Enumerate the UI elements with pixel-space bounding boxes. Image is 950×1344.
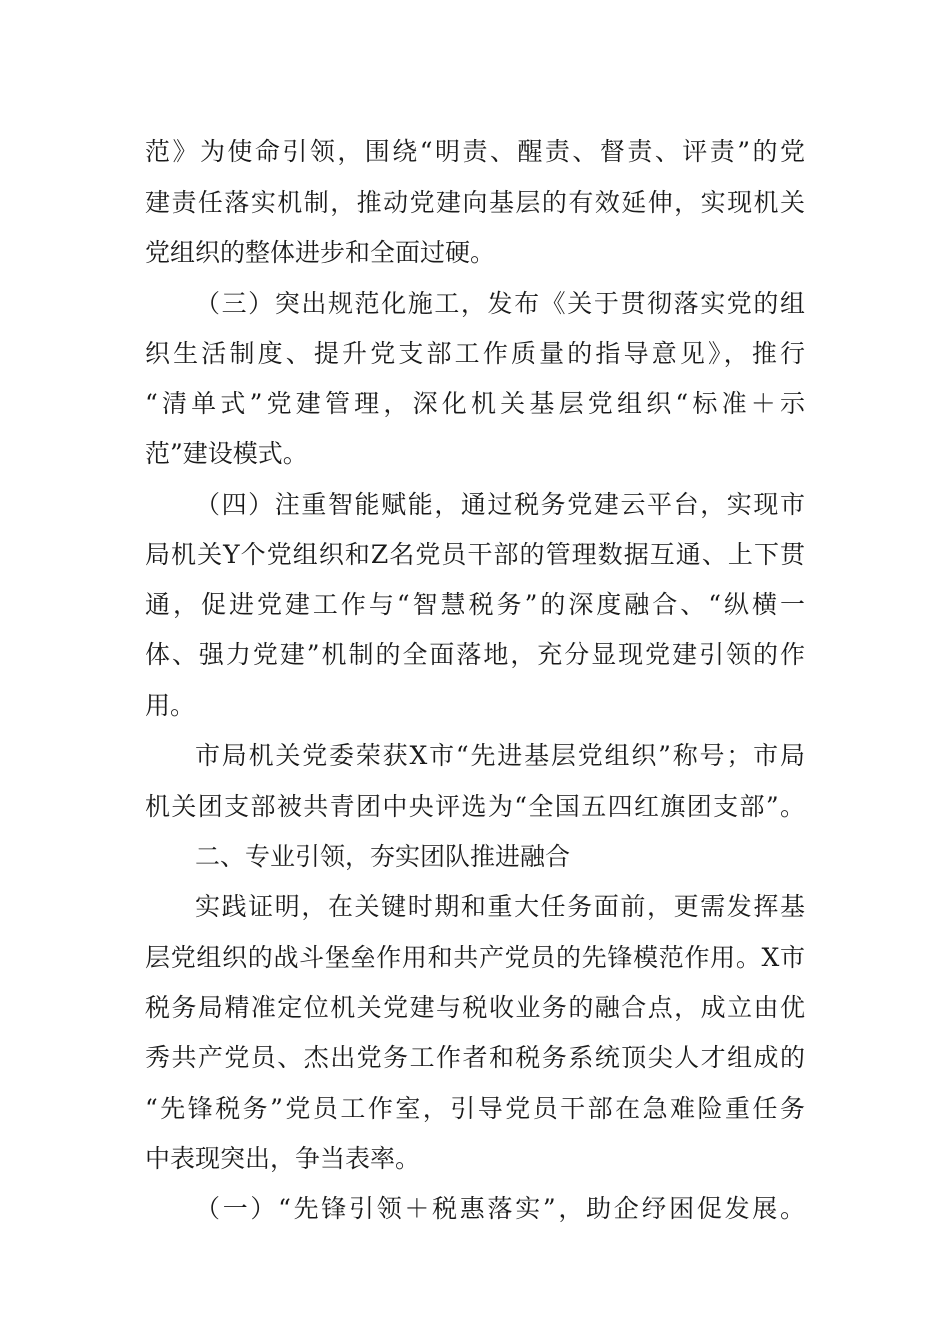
text-line: “先锋税务”党员工作室，引导党员干部在急难险重任务 xyxy=(145,1094,805,1123)
text-line: 通，促进党建工作与“智慧税务”的深度融合、“纵横一 xyxy=(145,590,805,619)
text-line: 范》为使命引领，围绕“明责、醒责、督责、评责”的党 xyxy=(145,137,805,166)
text-line: 实践证明，在关键时期和重大任务面前，更需发挥基 xyxy=(195,892,805,921)
paragraph-heading: （一）“先锋引领＋税惠落实”，助企纾困促发展。 xyxy=(195,1194,805,1223)
text-line: 体、强力党建”机制的全面落地，充分显现党建引领的作 xyxy=(145,640,805,669)
text-line: 秀共产党员、杰出党务工作者和税务系统顶尖人才组成的 xyxy=(145,1043,805,1072)
text-line: 市局机关党委荣获X市“先进基层党组织”称号；市局 xyxy=(195,741,805,770)
section-heading: 二、专业引领，夯实团队推进融合 xyxy=(195,842,571,871)
text-line: 层党组织的战斗堡垒作用和共产党员的先锋模范作用。X市 xyxy=(145,943,805,972)
text-line: 党组织的整体进步和全面过硬。 xyxy=(145,238,496,267)
text-line: 机关团支部被共青团中央评选为“全国五四红旗团支部”。 xyxy=(145,792,805,821)
text-line: 范”建设模式。 xyxy=(145,439,308,468)
text-line: 中表现突出，争当表率。 xyxy=(145,1144,421,1173)
text-line: 用。 xyxy=(145,691,196,720)
text-line: 税务局精准定位机关党建与税收业务的融合点，成立由优 xyxy=(145,993,805,1022)
text-line: 织生活制度、提升党支部工作质量的指导意见》，推行 xyxy=(145,339,805,368)
text-line: 建责任落实机制，推动党建向基层的有效延伸，实现机关 xyxy=(145,188,805,217)
text-line: “清单式”党建管理，深化机关基层党组织“标准＋示 xyxy=(145,389,805,418)
paragraph-heading: （四）注重智能赋能，通过税务党建云平台，实现市 xyxy=(195,490,805,519)
paragraph-heading: （三）突出规范化施工，发布《关于贯彻落实党的组 xyxy=(195,289,805,318)
text-line: 局机关Y个党组织和Z名党员干部的管理数据互通、上下贯 xyxy=(145,540,805,569)
